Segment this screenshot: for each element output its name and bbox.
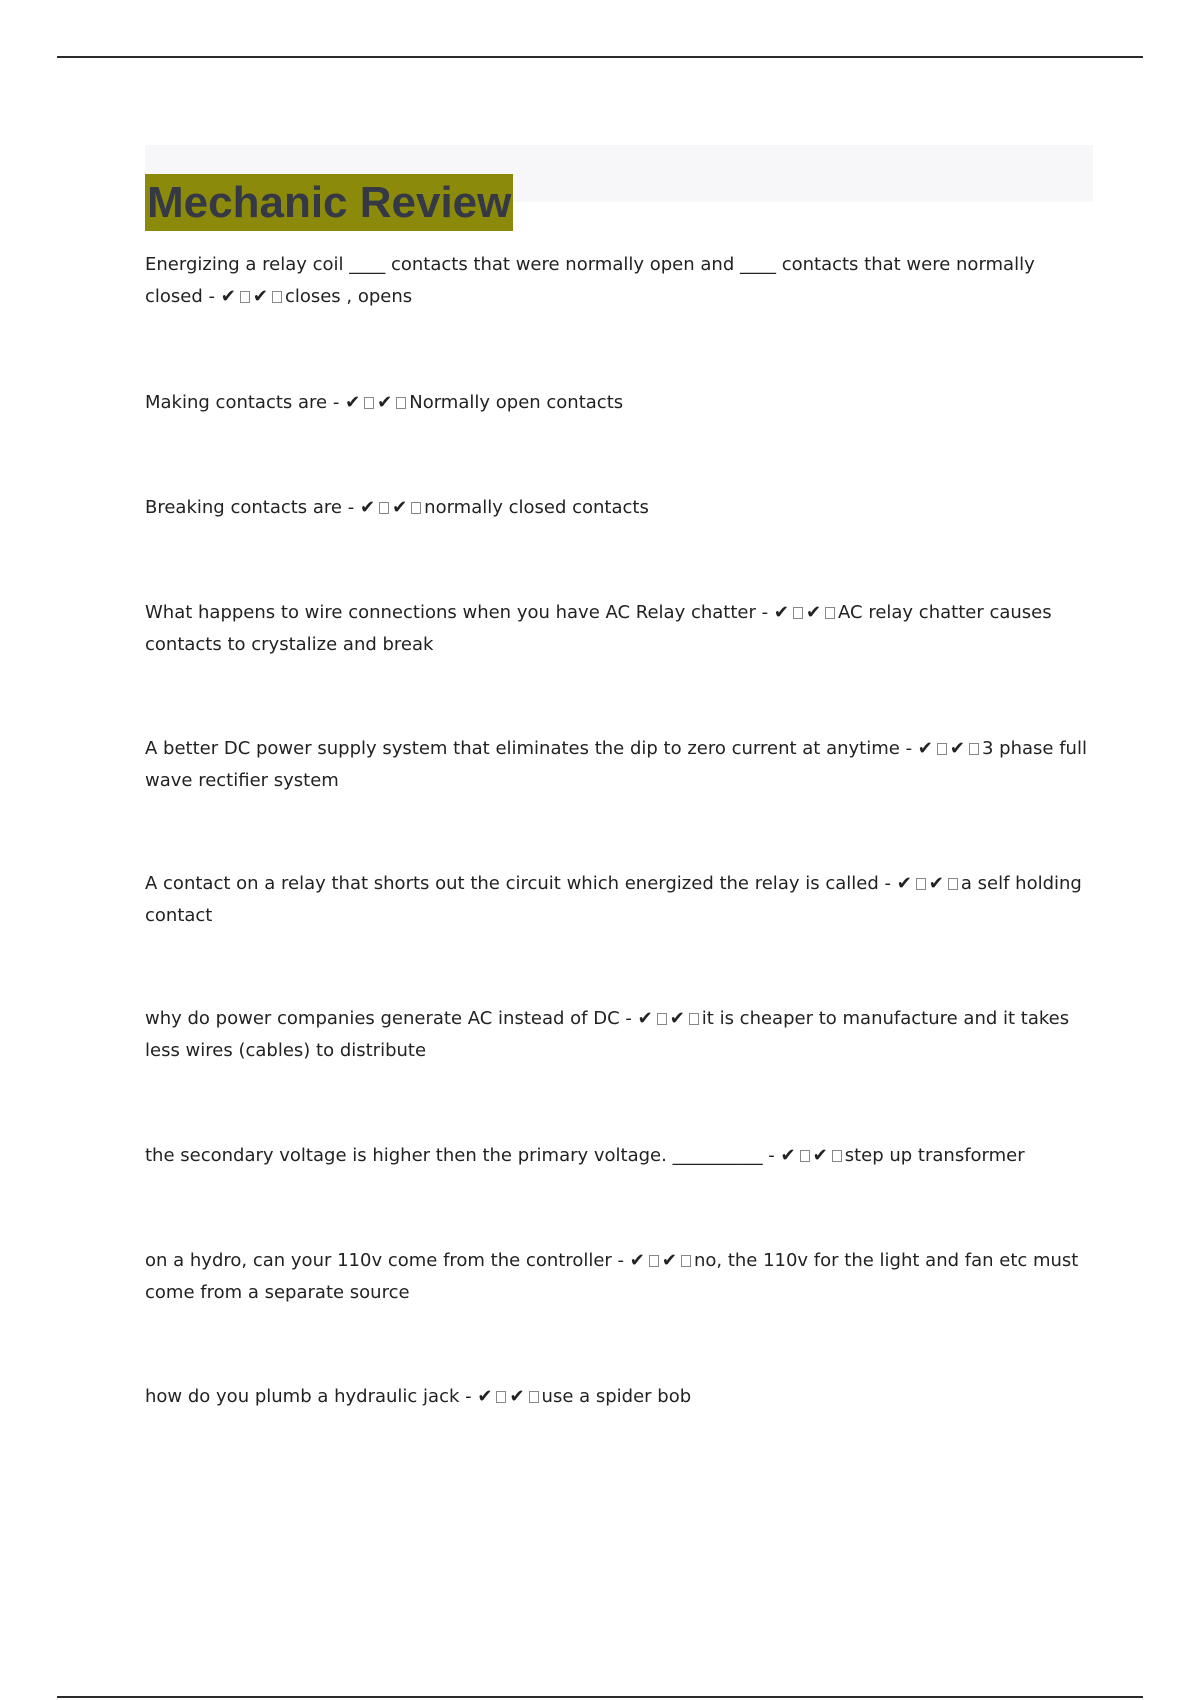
- answer-text: a self holding contact: [145, 873, 1082, 926]
- check-icon: ✔: [949, 738, 965, 759]
- question-text: Energizing a relay coil ____ contacts that were normally open and ____ contacts that were normally closed: [145, 254, 1035, 307]
- qa-item-6: [145, 868, 1095, 932]
- answer-text: use a spider bob: [541, 1386, 692, 1407]
- answer-text: AC relay chatter causes contacts to crystalize and break: [145, 602, 1052, 655]
- separator: -: [899, 738, 918, 759]
- qa-item-3: [145, 492, 1095, 524]
- question-text: how do you plumb a hydraulic jack: [145, 1386, 460, 1407]
- box-icon: [657, 1013, 667, 1025]
- page-bottom-rule: [57, 1696, 1143, 1698]
- separator: -: [611, 1250, 630, 1271]
- qa-item-7: [145, 1003, 1095, 1067]
- qa-item-10: [145, 1381, 1095, 1413]
- question-text: Making contacts are: [145, 392, 328, 413]
- qa-item-8: [145, 1140, 1095, 1172]
- box-icon: [396, 397, 406, 409]
- check-icon: ✔: [917, 738, 933, 759]
- check-icon: ✔: [477, 1386, 493, 1407]
- box-icon: [379, 502, 389, 514]
- question-text: Breaking contacts are: [145, 497, 343, 518]
- separator: -: [459, 1386, 478, 1407]
- box-icon: [825, 607, 835, 619]
- answer-text: normally closed contacts: [424, 497, 649, 518]
- separator: -: [327, 392, 346, 413]
- qa-item-4: [145, 597, 1095, 661]
- question-text: What happens to wire connections when you have AC Relay chatter: [145, 602, 756, 623]
- check-icon: ✔: [928, 873, 944, 894]
- separator: -: [342, 497, 360, 518]
- box-icon: [364, 397, 374, 409]
- page-title: Mechanic Review: [145, 174, 513, 231]
- check-icon: ✔: [661, 1250, 677, 1271]
- separator: -: [762, 1145, 781, 1166]
- check-icon: ✔: [780, 1145, 796, 1166]
- question-text: A better DC power supply system that eliminates the dip to zero current at anytime: [145, 738, 900, 759]
- box-icon: [411, 502, 421, 514]
- box-icon: [496, 1391, 506, 1403]
- answer-text: step up transformer: [844, 1145, 1025, 1166]
- box-icon: [681, 1255, 691, 1267]
- box-icon: [689, 1013, 699, 1025]
- box-icon: [916, 878, 926, 890]
- box-icon: [937, 743, 947, 755]
- answer-text: closes , opens: [284, 286, 413, 307]
- box-icon: [800, 1150, 810, 1162]
- answer-text: Normally open contacts: [409, 392, 624, 413]
- page-top-rule: [57, 56, 1143, 58]
- check-icon: ✔: [377, 392, 393, 413]
- box-icon: [969, 743, 979, 755]
- separator: -: [878, 873, 897, 894]
- check-icon: ✔: [637, 1008, 653, 1029]
- check-icon: ✔: [359, 497, 376, 518]
- box-icon: [272, 291, 282, 303]
- qa-item-9: [145, 1245, 1095, 1309]
- separator: -: [755, 602, 774, 623]
- check-icon: ✔: [805, 602, 822, 623]
- separator: -: [202, 286, 221, 307]
- check-icon: ✔: [669, 1008, 685, 1029]
- check-icon: ✔: [392, 497, 408, 518]
- box-icon: [793, 607, 803, 619]
- check-icon: ✔: [220, 286, 236, 307]
- check-icon: ✔: [896, 873, 912, 894]
- box-icon: [529, 1391, 539, 1403]
- check-icon: ✔: [629, 1250, 645, 1271]
- box-icon: [240, 291, 250, 303]
- qa-item-5: [145, 733, 1095, 797]
- question-text: why do power companies generate AC instead of DC: [145, 1008, 620, 1029]
- answer-text: it is cheaper to manufacture and it takes less wires (cables) to distribute: [145, 1008, 1070, 1061]
- check-icon: ✔: [812, 1145, 828, 1166]
- box-icon: [948, 878, 958, 890]
- separator: -: [619, 1008, 638, 1029]
- check-icon: ✔: [773, 602, 789, 623]
- answer-text: no, the 110v for the light and fan etc must come from a separate source: [145, 1250, 1079, 1303]
- qa-item-2: [145, 387, 1095, 419]
- check-icon: ✔: [252, 286, 268, 307]
- qa-item-1: [145, 249, 1095, 313]
- box-icon: [649, 1255, 659, 1267]
- answer-text: 3 phase full wave rectifier system: [145, 738, 1087, 791]
- check-icon: ✔: [509, 1386, 525, 1407]
- box-icon: [832, 1150, 842, 1162]
- question-text: A contact on a relay that shorts out the circuit which energized the relay is called: [145, 873, 879, 894]
- question-text: on a hydro, can your 110v come from the controller: [145, 1250, 612, 1271]
- question-text: the secondary voltage is higher then the primary voltage. __________: [145, 1145, 763, 1166]
- check-icon: ✔: [345, 392, 361, 413]
